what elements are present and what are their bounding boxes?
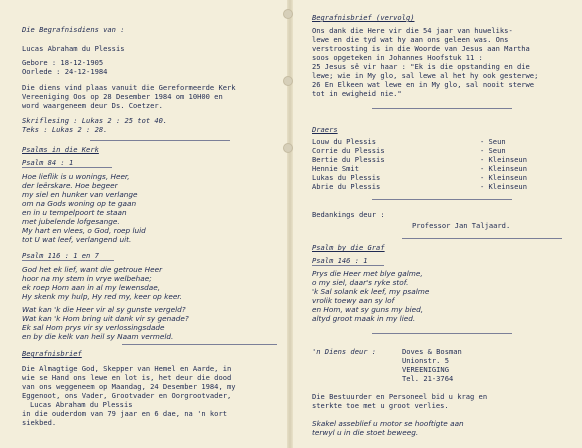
bearers-heading: Draers [312, 125, 338, 134]
divider [402, 238, 562, 239]
divider [122, 344, 277, 345]
undertaker-line: VEREENIGING [402, 365, 449, 374]
notice-line: siekbed. [22, 418, 57, 427]
continued-line: tot in ewigheid nie." [312, 89, 402, 98]
continued-line: lewe; wie in My glo, sal lewe al het hy ook gesterwe; [312, 71, 539, 80]
psalm-146-ref: Psalm 146 : 1 [312, 256, 368, 265]
notice-line: Eggenoot, ons Vader, Grootvader en Oorgrootvader, [22, 391, 232, 400]
bearer-name: Lukas du Plessis [312, 173, 381, 182]
divider [372, 108, 512, 109]
psalm-146-line: altyd groot maak in my lied. [312, 314, 416, 323]
center-fold [287, 0, 293, 448]
continued-line: soos opgeteken in Johannes Hoofstuk 11 : [312, 53, 483, 62]
continued-line: 25 Jesus sê vir haar : "Ek is die opstanding en die [312, 62, 530, 71]
psalm-116-ref: Psalm 116 : 1 en 7 [22, 251, 99, 260]
psalm-146-line: 'k Sal solank ek leef, my psalme [312, 287, 430, 296]
notice-continued-heading: Begrafnisbrief (vervolg) [312, 13, 415, 22]
scripture-reading: Skriflesing : Lukas 2 : 25 tot 40. [22, 116, 168, 125]
psalm-146-line: vrolik toewy aan sy lof [312, 296, 395, 305]
service-text-line: Vereeniging Oos op 28 Desember 1984 om 10H00 en [22, 92, 223, 101]
bearer-name: Abrie du Plessis [312, 182, 381, 191]
psalm-84-line: tot U wat leef, verlangend uit. [22, 235, 132, 244]
psalms-church-heading: Psalms in die Kerk [22, 145, 99, 154]
psalm-146-line: o my siel, daar's ryke stof. [312, 278, 409, 287]
notice-line: in die ouderdom van 79 jaar en 6 dae, na 'n kort [22, 409, 227, 418]
death-date: Oorlede : 24-12-1984 [22, 67, 108, 76]
psalm-84-line: met jubelende lofgesange. [22, 217, 120, 226]
psalm-116-line: ek roep Hom aan in al my lewensdae, [22, 283, 161, 292]
notice-line: wie se Hand ons lewe en lot is, het deur die dood [22, 373, 232, 382]
service-text-line: Die diens vind plaas vanuit die Gereformeerde Kerk [22, 83, 236, 92]
psalm-84-ref: Psalm 84 : 1 [22, 158, 74, 167]
thanks-label: Bedankings deur : [312, 210, 385, 219]
bearer-relation: - Seun [480, 146, 506, 155]
bearer-name: Corrie du Plessis [312, 146, 385, 155]
psalm-146-line: en Hom, wat sy guns my bied, [312, 305, 424, 314]
thanks-name: Professor Jan Taljaard. [412, 221, 511, 230]
psalm-84-line: my siel en hunker van verlange [22, 190, 138, 199]
service-text-line: word waargeneem deur Ds. Coetzer. [22, 101, 163, 110]
continued-line: verstroosting is in die Woorde van Jesus aan Martha [312, 44, 530, 53]
psalm-116-line: hoor na my stem in vrye welbehae; [22, 274, 152, 283]
psalm-146-line: Prys die Heer met blye galme, [312, 269, 423, 278]
grave-psalm-heading: Psalm by die Graf [312, 243, 385, 252]
closing-line: Skakel asseblief u motor se hooftigte aan [312, 419, 464, 428]
deceased-name: Lucas Abraham du Plessis [22, 44, 125, 53]
service-by-label: 'n Diens deur : [312, 347, 377, 356]
divider [372, 199, 512, 200]
bearer-relation: - Kleinseun [480, 164, 527, 173]
closing-line: terwyl u in die stoet beweeg. [312, 428, 419, 437]
staff-message-line: Die Bestuurder en Personeel bid u krag en [312, 392, 488, 401]
bearer-name: Louw du Plessis [312, 137, 377, 146]
funeral-heading: Die Begrafnisdiens van : [22, 25, 125, 34]
continued-line: Ons dank die Here vir die 54 jaar van huweliks- [312, 26, 513, 35]
psalm-84-line: Hoe lieflik is u wonings, Heer, [22, 172, 130, 181]
psalm-ref-rule [22, 167, 112, 168]
psalm-ref-rule [22, 260, 114, 261]
notice-line: Die Almagtige God, Skepper van Hemel en Aarde, in [22, 364, 232, 373]
notice-heading: Begrafnisbrief [22, 349, 82, 358]
bearer-name: Hennie Smit [312, 164, 359, 173]
divider [372, 333, 512, 334]
psalm-116-line: Ek sal Hom prys vir sy verlossingsdade [22, 323, 165, 332]
bearer-relation: - Kleinseun [480, 182, 527, 191]
continued-line: 26 En Elkeen wat lewe en in My glo, sal nooit sterwe [312, 80, 535, 89]
psalm-116-line: Wat kan 'k die Heer vir al sy gunste vergeld? [22, 305, 186, 314]
punch-hole [283, 76, 293, 86]
bearer-relation: - Kleinseun [480, 155, 527, 164]
psalm-116-line: Wat kan 'k Hom bring uit dank vir sy genade? [22, 314, 189, 323]
psalm-116-line: Hy skenk my hulp, Hy red my, keer op keer. [22, 292, 182, 301]
psalm-84-line: der leërskare. Hoe begeer [22, 181, 118, 190]
continued-line: lewe en die tyd wat hy aan ons geleen was. Ons [312, 35, 509, 44]
punch-hole [283, 9, 293, 19]
punch-hole [283, 143, 293, 153]
staff-message-line: sterkte toe met u groot verlies. [312, 401, 449, 410]
psalm-84-line: om na Gods woning op te gaan [22, 199, 137, 208]
psalm-84-line: en in u tempelpoort te staan [22, 208, 127, 217]
undertaker-line: Unionstr. 5 [402, 356, 449, 365]
undertaker-line: Tel. 21-3764 [402, 374, 454, 383]
birth-date: Gebore : 18-12-1905 [22, 58, 104, 67]
bearer-relation: - Kleinseun [480, 173, 527, 182]
psalm-116-line: God het ek lief, want die getroue Heer [22, 265, 163, 274]
psalm-116-line: en by die kelk van heil sy Naam vermeld. [22, 332, 174, 341]
notice-line: van ons weggeneem op Maandag, 24 Desember 1984, my [22, 382, 236, 391]
notice-line: Lucas Abraham du Plessis [30, 400, 133, 409]
bearer-relation: - Seun [480, 137, 506, 146]
divider [90, 140, 230, 141]
psalm-ref-rule [312, 265, 384, 266]
bearer-name: Bertie du Plessis [312, 155, 385, 164]
psalm-84-line: My hart en vlees, o God, roep luid [22, 226, 146, 235]
sermon-text: Teks : Lukas 2 : 28. [22, 125, 108, 134]
undertaker-line: Doves & Bosman [402, 347, 462, 356]
